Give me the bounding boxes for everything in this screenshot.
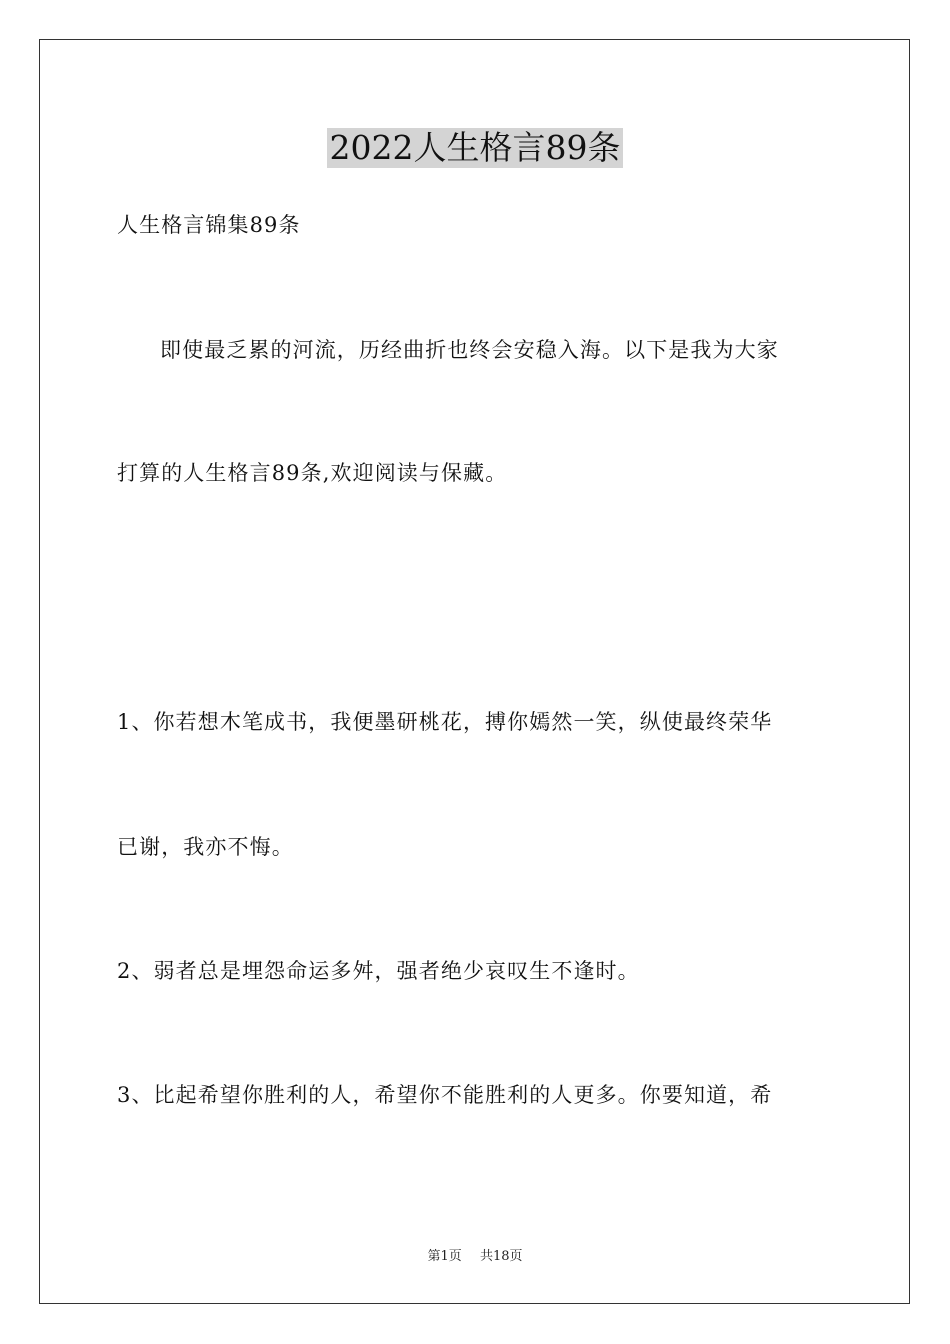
title-container [0, 128, 950, 168]
intro-line-1: 即使最乏累的河流，历经曲折也终会安稳入海。以下是我为大家 [160, 338, 779, 362]
page-footer [0, 1248, 950, 1266]
page-total: 共18页 [479, 1249, 523, 1264]
maxim-2-line-1: 2、弱者总是埋怨命运多舛，强者绝少哀叹生不逢时。 [117, 959, 640, 983]
document-subtitle: 人生格言锦集89条 [117, 213, 301, 237]
intro-line-2: 打算的人生格言89条,欢迎阅读与保藏。 [117, 461, 508, 485]
page-number: 第1页 [427, 1249, 462, 1264]
maxim-1-line-2: 已谢，我亦不悔。 [117, 835, 294, 859]
maxim-3-line-1: 3、比起希望你胜利的人，希望你不能胜利的人更多。你要知道，希 [117, 1083, 773, 1107]
document-title: 2022人生格言89条 [327, 128, 624, 168]
maxim-1-line-1: 1、你若想木笔成书，我便墨研桃花，搏你嫣然一笑，纵使最终荣华 [117, 710, 773, 734]
